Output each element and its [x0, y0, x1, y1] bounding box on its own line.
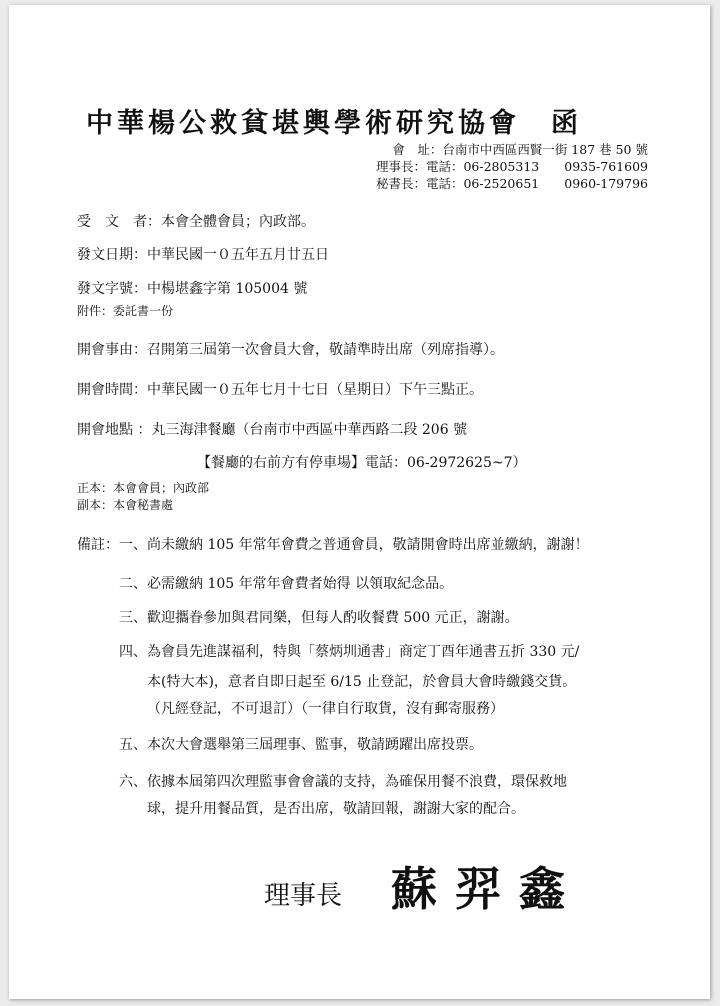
note-item-1: 一、尚未繳納 105 年常年會費之普通會員，敬請開會時出席並繳納，謝謝！: [119, 537, 589, 553]
association-address: 會 址：台南市中西區西賢一街 187 巷 50 號: [392, 142, 648, 157]
original-copy-line: 正本：本會會員；內政部: [77, 481, 210, 495]
duplicate-copy-line: 副本：本會秘書處: [77, 498, 174, 512]
meeting-location-line: 開會地點 ：丸三海津餐廳（台南市中西區中華西路二段 206 號: [77, 422, 468, 438]
note-item-6-continued: 球，提升用餐品質，是否出席，敬請回報，謝謝大家的配合。: [147, 801, 525, 817]
chairman-contact: 理事長：電話：06-2805313 0935-761609: [375, 159, 648, 174]
note-item-6: 六、依據本屆第四次理監事會會議的支持，為確保用餐不浪費，環保救地: [119, 774, 567, 790]
attachment-line: 附件：委託書一份: [77, 304, 174, 318]
document-page: [9, 5, 710, 999]
letter-title: 中華楊公救貧堪輿學術研究協會 函: [86, 108, 582, 139]
note-item-5: 五、本次大會選舉第三屆理事、監事，敬請踴躍出席投票。: [119, 737, 483, 753]
signatory-name: 蘇羿鑫: [391, 862, 583, 916]
note-item-4-continued: 本(特大本)，意者自即日起至 6/15 止登記，於會員大會時繳錢交貨。: [147, 674, 577, 690]
secretary-contact: 秘書長：電話：06-2520651 0960-179796: [375, 176, 648, 191]
signatory-title: 理事長: [264, 881, 343, 911]
issue-date-line: 發文日期：中華民國一０五年五月廿五日: [77, 247, 329, 263]
location-note-line: 【餐廳的右前方有停車場】電話：06-2972625~7）: [197, 455, 527, 471]
notes-label: 備註：: [77, 537, 119, 553]
note-item-4-remark: （凡經登記，不可退訂）（一律自行取貨，沒有郵寄服務）: [147, 701, 504, 717]
meeting-time-line: 開會時間：中華民國一０五年七月十七日（星期日）下午三點正。: [77, 382, 483, 398]
recipient-line: 受 文 者：本會全體會員；內政部。: [77, 214, 315, 230]
meeting-subject-line: 開會事由：召開第三屆第一次會員大會，敬請準時出席（列席指導）。: [77, 342, 504, 358]
note-item-3: 三、歡迎攜眷參加與君同樂，但每人酌收餐費 500 元正，謝謝。: [119, 610, 519, 626]
document-number-line: 發文字號：中楊堪鑫字第 105004 號: [77, 281, 308, 297]
note-item-2: 二、必需繳納 105 年常年會費者始得 以領取紀念品。: [119, 576, 454, 592]
note-item-4: 四、為會員先進謀福利，特與「蔡炳圳通書」商定丁酉年通書五折 330 元/: [119, 644, 580, 660]
